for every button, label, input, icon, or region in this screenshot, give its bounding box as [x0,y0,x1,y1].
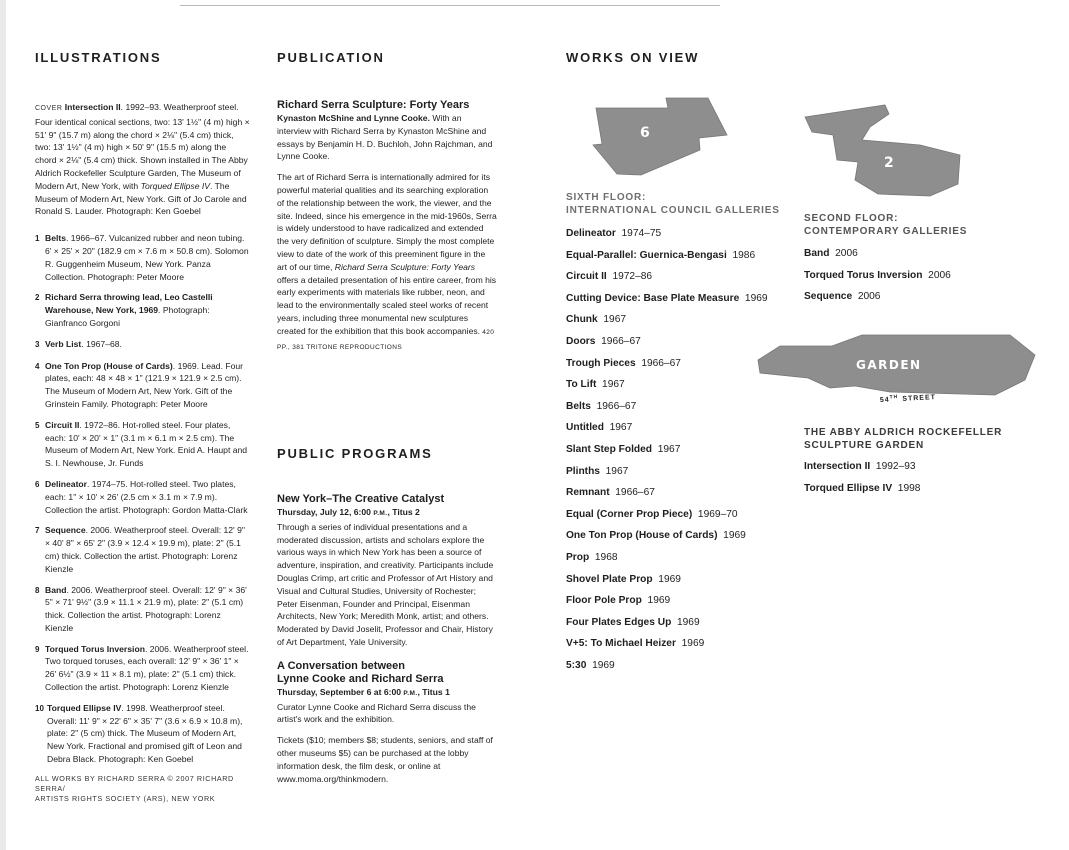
work-year: 2006 [857,291,881,303]
second-floor-work-item [804,290,1044,312]
illustration-title: Band [45,584,67,595]
publication-authors: Kynaston McShine and Lynne Cooke. [277,113,430,123]
work-year: 1969 [676,616,700,628]
illustration-details: . 2006. Weatherproof steel. Overall: 12' 9" × 40' 8" × 65' 2" (3.9 × 12.4 × 19.9 m), plate: 2" (5.1 cm) thick. Collection the artist. Photograph: Lorenz Kienzle [45,525,245,574]
work-year: 1968 [594,551,618,563]
sixth-floor-shape [593,98,727,175]
sixth-floor-work-item [566,465,796,487]
publication-heading: PUBLICATION [277,50,385,65]
work-title: Equal-Parallel: Guernica-Bengasi [566,249,727,261]
sixth-floor-work-item [566,378,796,400]
second-floor-plan [805,105,960,196]
illustration-title: One Ton Prop (House of Cards) [45,360,173,371]
work-year: 1969 [658,573,681,585]
illustration-number: 7 [35,526,40,536]
sixth-floor-work-item [566,249,796,271]
work-year: 1969 [647,595,671,607]
work-year: 1969 [744,292,768,304]
street-label [880,392,936,404]
sixth-floor-work-item [566,551,796,573]
second-floor-work-item [804,269,1044,291]
work-year: 2006 [928,269,951,281]
tickets-info: Tickets ($10; members $8; students, seniors, and staff of other museums $5) can be purchased at the lobby information desk, the film desk, or online at www.moma.org/thinkmodern. [277,735,493,784]
work-year: 1969 [681,638,705,650]
sixth-floor-heading-1: SIXTH FLOOR: [566,192,647,203]
second-floor-heading-2: CONTEMPORARY GALLERIES [804,226,968,237]
second-floor-shape [805,105,960,196]
work-title: Plinths [566,465,600,477]
illustration-details: . 1967–68. [81,338,122,349]
work-year: 1967 [605,465,629,477]
second-floor-work-item [804,247,1044,269]
garden-works-list [804,460,1044,503]
work-title: Torqued Ellipse IV [804,482,893,494]
cover-text-end: . The Museum of Modern Art, New York. Gift of Jo Carole and Ronald S. Lauder. Photograph: Ken Goebel [35,180,247,217]
work-title: Untitled [566,422,604,434]
illustration-details: . 1998. Weatherproof steel. Overall: 11' 9" × 22' 6" × 35' 7" (3.6 × 6.9 × 10.8 m), plate: 2" (5 cm) thick. The Museum of Modern Art, New York. Fractional and promised gift of Leon and Debra Black. Photograph: Ken Goebel [47,702,243,765]
work-year: 1966–67 [641,357,681,369]
work-title: Equal (Corner Prop Piece) [566,508,693,520]
sixth-floor-work-item [566,335,796,357]
work-year: 1966–67 [615,487,655,499]
work-year: 1972–86 [612,271,653,283]
sixth-floor-work-item [566,659,796,681]
work-title: Cutting Device: Base Plate Measure [566,292,740,304]
sixth-floor-work-item [566,486,796,508]
cover-italic-title: Torqued Ellipse IV [140,180,210,191]
illustration-title: Circuit II [45,419,80,430]
work-title: Shovel Plate Prop [566,573,653,585]
work-title: Band [804,248,830,259]
work-year: 1969 [592,659,615,671]
work-title: Circuit II [566,271,607,283]
cover-label: COVER [35,105,63,112]
illustration-title: Richard Serra throwing lead, Leo Castelli Warehouse, New York, 1969 [45,292,213,316]
copyright-line-1: ALL WORKS BY RICHARD SERRA © 2007 RICHARD SERRA/ [35,773,234,793]
event-2-title-line-2: Lynne Cooke and Richard Serra [277,672,444,685]
garden-work-item [804,460,1044,482]
illustration-title: Verb List [45,338,82,349]
sixth-floor-plan [593,98,727,175]
work-title: To Lift [566,379,597,391]
illustration-details: . 1966–67. Vulcanized rubber and neon tubing. 6' × 25' × 20" (182.9 cm × 7.6 m × 50.8 cm). Solomon R. Guggenheim Museum, New York. Panza Collection. Photograph: Peter Moore [45,233,249,282]
copyright-line-2: ARTISTS RIGHTS SOCIETY (ARS), NEW YORK [35,793,216,803]
work-title: Torqued Torus Inversion [804,269,923,281]
illustration-details: . 2006. Weatherproof steel. Overall: 12' 9" × 36' 5" × 71' 9½" (3.9 × 11.1 × 21.9 m), plate: 2" (5.1 cm) thick. Collection the artist. Photograph: Lorenz Kienzle [45,584,247,633]
illustration-title: Torqued Torus Inversion [45,643,145,654]
illustration-number: 3 [35,339,40,349]
work-title: Trough Pieces [566,357,636,369]
second-floor-section [804,212,1044,312]
work-title: Belts [566,400,591,412]
illustration-number: 9 [35,644,40,654]
garden-label: GARDEN [856,358,922,372]
sixth-floor-number: 6 [640,125,650,141]
work-year: 1966–67 [601,335,641,347]
work-year: 1974–75 [621,228,662,239]
event-1-date-text: Thursday, July 12, 6:00 [277,507,374,517]
work-year: 1969 [723,530,746,542]
work-title: Prop [566,551,590,563]
event-1-title: New York–The Creative Catalyst [277,493,445,505]
street-number: 54 [879,396,890,404]
work-title: Slant Step Folded [566,443,653,455]
work-year: 1998 [897,482,921,494]
publication-intro-text: With an interview with Richard Serra by Kynaston McShine and essays by Benjamin H. D. Buchloh, John Rajchman, and Lynne Cooke. [277,113,493,162]
work-year: 1967 [609,422,633,434]
work-title: Delineator [566,228,616,239]
work-year: 2006 [835,248,858,259]
sixth-floor-work-item [566,400,796,422]
second-floor-number: 2 [884,155,894,171]
work-year: 1966–67 [596,400,637,412]
work-title: 5:30 [566,659,587,671]
illustration-details: . 1969. Lead. Four plates, each: 48 × 48 × 1" (121.9 × 121.9 × 2.5 cm). The Museum of Modern Art, New York. Gift of the Grinstein Family. Photograph: Peter Moore [45,360,244,409]
illustration-details: . 1974–75. Hot-rolled steel. Two plates, each: 1" × 10' × 26' (2.5 cm × 3.1 m × 7.9 m). Collection the artist. Photograph: Gordon Matta-Clark [45,478,248,515]
illustration-number: 5 [35,420,40,430]
event-2-description: Curator Lynne Cooke and Richard Serra discuss the artist's work and the exhibition. [277,701,476,725]
sixth-floor-work-item [566,573,796,595]
second-floor-works-list [804,247,1044,312]
work-title: Four Plates Edges Up [566,616,672,628]
event-1-date-pm: P.M. [373,510,388,517]
sixth-floor-work-item [566,292,796,314]
illustration-title: Delineator [45,478,88,489]
public-programs-heading: PUBLIC PROGRAMS [277,446,433,461]
work-title: Chunk [566,314,598,326]
garden-heading-2: SCULPTURE GARDEN [804,440,925,451]
sixth-floor-work-item [566,508,796,530]
work-year: 1967 [603,314,627,326]
illustration-title: Sequence [45,525,86,536]
illustration-number: 1 [35,234,40,244]
sixth-floor-work-item [566,529,796,551]
illustration-number: 6 [35,479,40,489]
sixth-floor-section [566,191,796,680]
illustration-details: . 1972–86. Hot-rolled steel. Four plates, each: 10' × 20' × 1" (3.1 m × 6.1 m × 2.5 cm). The Museum of Modern Art, New York. Enid A. Haupt and S. I. Newhouse, Jr. Funds [45,419,248,469]
event-2-date-text: Thursday, September 6 at 6:00 [277,686,404,697]
sixth-floor-works-list [566,227,796,680]
event-2-date-pm: P.M. [403,689,418,697]
sixth-floor-heading-2: INTERNATIONAL COUNCIL GALLERIES [566,205,780,216]
street-suffix: TH [889,394,899,401]
garden-plan [758,335,1035,404]
cover-text: . 1992–93. Weatherproof steel. Four identical conical sections, two: 13' 1½" (4 m) high × 51' 9" (15.7 m) along the chord × 2⅛" (5.4 cm) thick, two: 13' 1½" (4 m) high × 50' 9" (15.5 m) along the chord × 2⅛" (5.4 cm) thick. Shown installed in The Abby Aldrich Rockefeller Sculpture Garden, The Museum of Modern Art, New York, with [35,102,250,191]
sixth-floor-work-item [566,421,796,443]
publication-title: Richard Serra Sculpture: Forty Years [277,99,470,111]
event-1-location: , Titus 2 [387,507,420,517]
illustration-number: 2 [35,293,40,303]
cover-title: Intersection II [64,102,121,112]
illustration-title: Belts [45,233,67,244]
sixth-floor-work-item [566,616,796,638]
work-year: 1967 [602,379,625,391]
illustration-details: . 2006. Weatherproof steel. Two torqued toruses, each overall: 12' 9" × 36' 1" × 26' 6½" (3.9 × 11 × 8.1 m), plate: 2" (5.1 cm) thick. Collection the artist. Photograph: Lorenz Kienzle [45,643,249,693]
work-title: Intersection II [804,461,871,472]
illustration-title: Torqued Ellipse IV [47,702,122,713]
sixth-floor-work-item [566,357,796,379]
sixth-floor-work-item [566,594,796,616]
publication-body-italic: Richard Serra Sculpture: Forty Years [334,261,476,272]
event-2-title-line-1: A Conversation between [277,659,405,672]
street-word: STREET [902,394,937,403]
illustration-number: 8 [35,585,40,595]
illustrations-heading: ILLUSTRATIONS [35,50,162,65]
work-title: V+5: To Michael Heizer [566,638,676,650]
publication-body: The art of Richard Serra is internationally admired for its powerful material qualities and its searching exploration of the relationship between the work, the viewer, and the site. Indeed, since his emergence in the mid-1960s, Serra is widely understood to have radicalized and extended the very definition of sculpture. Simply the most complete view to date of the work of this preeminent figure in the art of our time, [277,172,497,272]
work-year: 1992–93 [875,461,916,472]
work-year: 1969–70 [697,508,738,520]
publication-specs: 420 PP., 381 TRITONE REPRODUCTIONS [277,328,495,351]
work-title: Sequence [804,291,853,303]
garden-section [804,426,1044,503]
garden-heading-1: THE ABBY ALDRICH ROCKEFELLER [804,427,1003,438]
illustration-details: . Photograph: Gianfranco Gorgoni [45,305,210,328]
work-title: Floor Pole Prop [566,595,642,607]
illustration-number: 10 [35,703,44,713]
illustration-number: 4 [35,361,40,371]
event-1-description: Through a series of individual presentations and a moderated discussion, artists and scholars explore the various ways in which New York has been a source of adventure, inspiration, and creativity. Participants include Douglas Crimp, art critic and Professor of Art History and Visual and Cultural Studies, University of Rochester; Peter Eisenman, Founder and Principal, Eisenman Architects, New York; Meredith Monk, artist; and others. Moderated by David Joselit, Professor and Chair, History of Art Department, Yale University. [277,521,494,647]
sixth-floor-work-item [566,443,796,465]
sixth-floor-work-item [566,637,796,659]
event-2-location: , Titus 1 [417,686,450,697]
work-year: 1967 [657,443,681,455]
work-title: Doors [566,335,596,347]
sixth-floor-work-item [566,270,796,292]
work-year: 1986 [732,249,756,261]
garden-work-item [804,482,1044,504]
works-on-view-heading: WORKS ON VIEW [566,50,700,65]
work-title: Remnant [566,487,610,499]
sixth-floor-work-item [566,227,796,249]
work-title: One Ton Prop (House of Cards) [566,530,718,542]
second-floor-heading-1: SECOND FLOOR: [804,213,899,224]
publication-body-end: offers a detailed presentation of his entire career, from his early experiments with materials like rubber, neon, and lead to the environmentally scaled steel works of recent years, including three monumental new sculptures created for the exhibition that this book accompanies. [277,274,497,336]
sixth-floor-work-item [566,313,796,335]
